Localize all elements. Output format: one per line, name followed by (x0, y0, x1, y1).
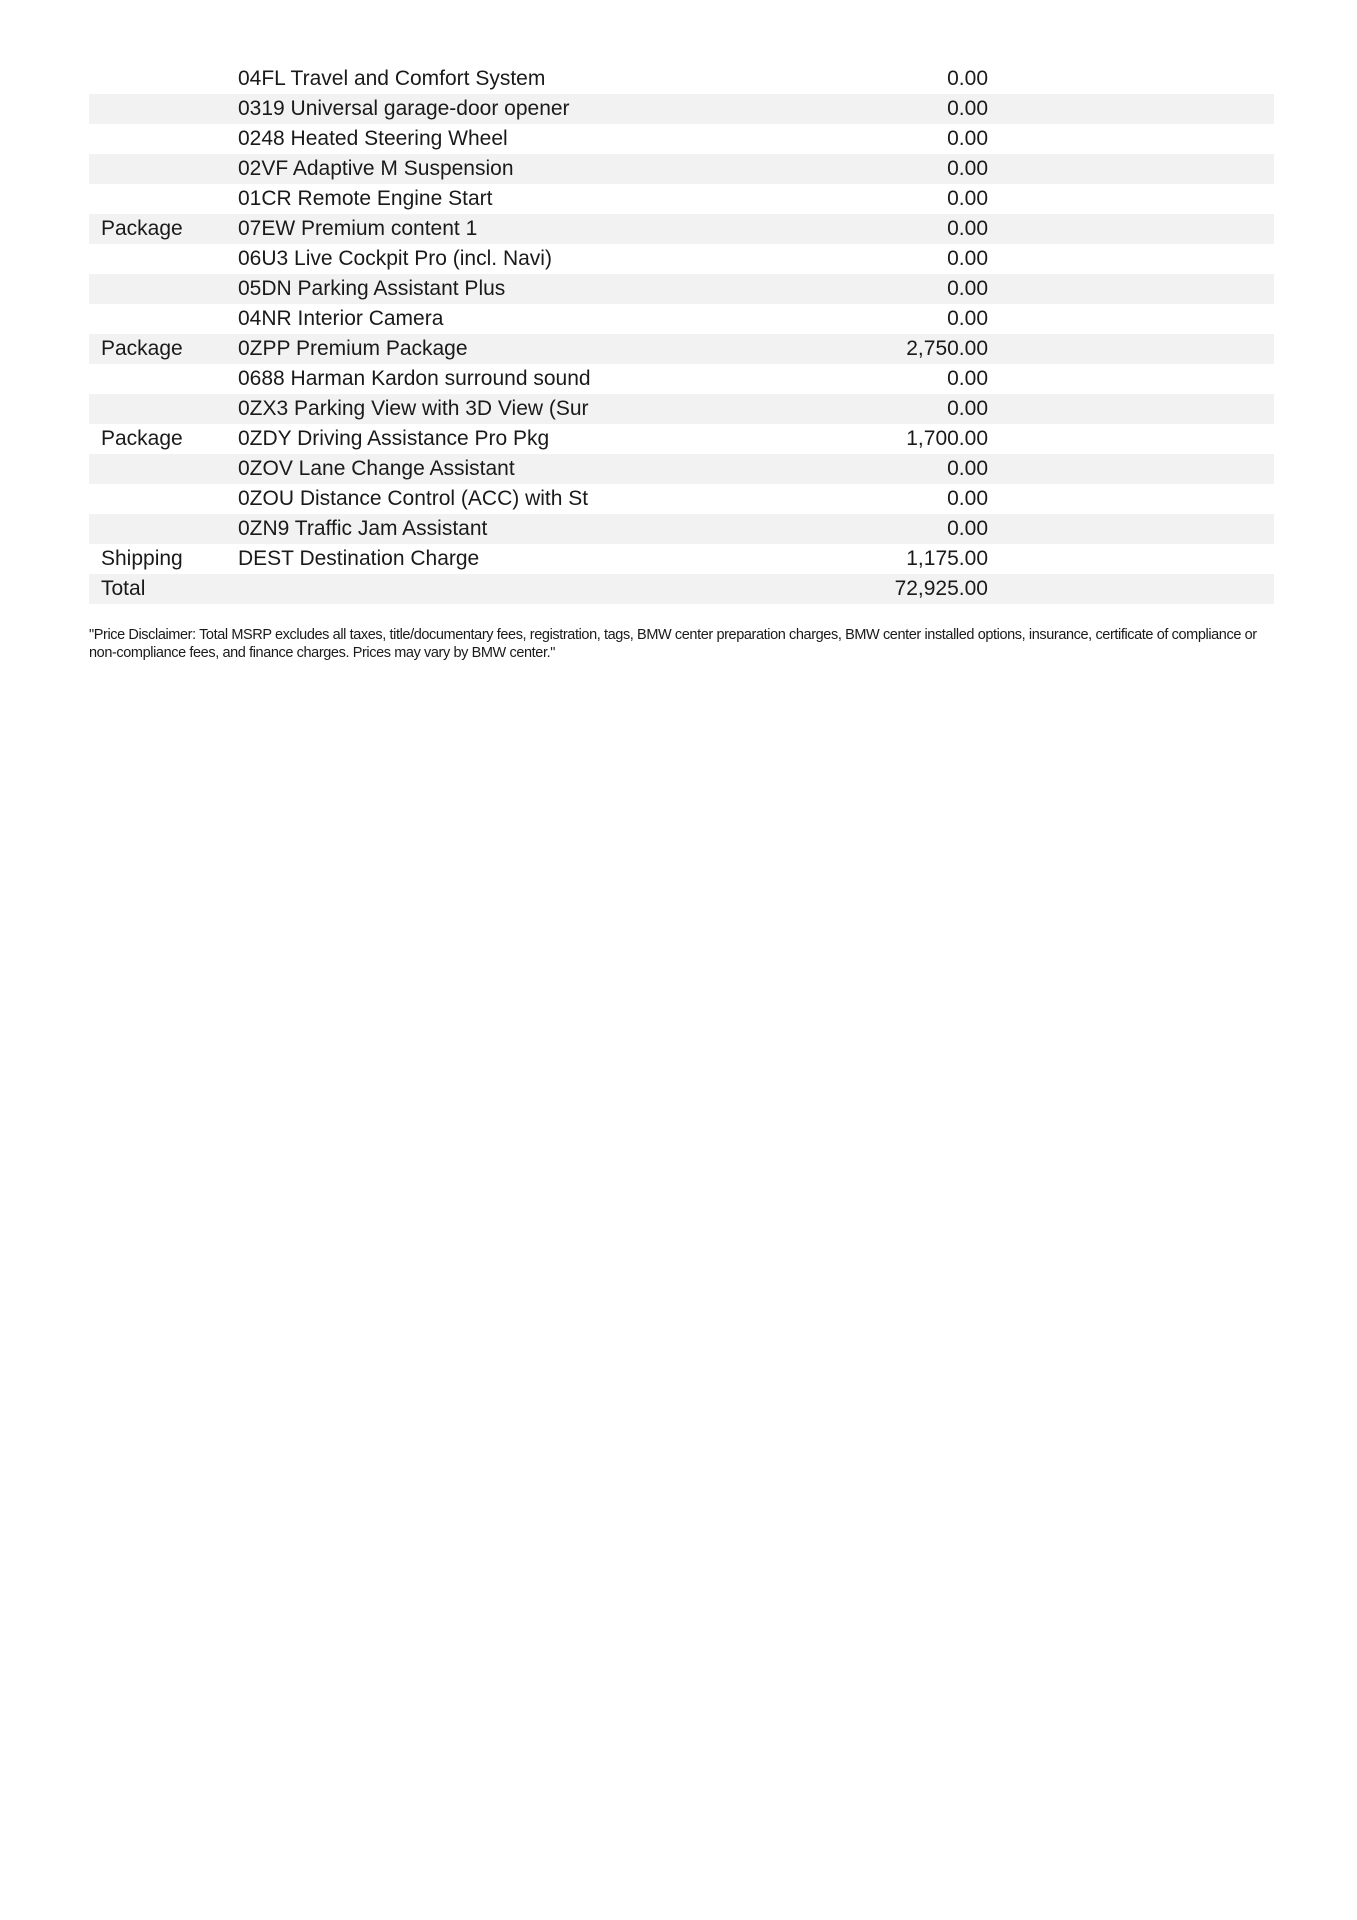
table-row (89, 274, 1274, 304)
row-category: Package (101, 427, 183, 450)
row-description: 0ZDY Driving Assistance Pro Pkg (238, 427, 550, 450)
table-row (89, 514, 1274, 544)
table-row (89, 64, 1274, 94)
table-row (89, 454, 1274, 484)
row-amount: 0.00 (947, 187, 988, 210)
row-description: 0319 Universal garage-door opener (238, 97, 570, 120)
row-description: 06U3 Live Cockpit Pro (incl. Navi) (238, 247, 552, 270)
row-description: 02VF Adaptive M Suspension (238, 157, 514, 180)
row-amount: 0.00 (947, 277, 988, 300)
row-description: 01CR Remote Engine Start (238, 187, 493, 210)
row-amount: 0.00 (947, 307, 988, 330)
row-amount: 0.00 (947, 127, 988, 150)
row-amount: 0.00 (947, 457, 988, 480)
row-amount: 0.00 (947, 517, 988, 540)
row-amount: 0.00 (947, 367, 988, 390)
row-category: Package (101, 337, 183, 360)
row-amount: 0.00 (947, 217, 988, 240)
table-row (89, 304, 1274, 334)
total-label: Total (101, 577, 146, 600)
table-row (89, 244, 1274, 274)
row-description: 05DN Parking Assistant Plus (238, 277, 506, 300)
table-row (89, 124, 1274, 154)
price-table (89, 64, 1274, 604)
row-description: 0248 Heated Steering Wheel (238, 127, 508, 150)
row-description: 07EW Premium content 1 (238, 217, 478, 240)
table-row (89, 394, 1274, 424)
row-description: 0688 Harman Kardon surround sound (238, 367, 591, 390)
row-amount: 0.00 (947, 97, 988, 120)
row-description: DEST Destination Charge (238, 547, 480, 570)
row-amount: 1,700.00 (906, 427, 988, 450)
table-row (89, 484, 1274, 514)
table-row (89, 334, 1274, 364)
table-row (89, 364, 1274, 394)
row-amount: 0.00 (947, 247, 988, 270)
total-amount: 72,925.00 (894, 577, 988, 600)
row-description: 04FL Travel and Comfort System (238, 67, 546, 90)
row-description: 0ZOU Distance Control (ACC) with St (238, 487, 589, 510)
table-row (89, 544, 1274, 574)
total-row (89, 574, 1274, 604)
row-description: 0ZN9 Traffic Jam Assistant (238, 517, 488, 540)
table-row (89, 154, 1274, 184)
row-amount: 1,175.00 (906, 547, 988, 570)
row-description: 0ZOV Lane Change Assistant (238, 457, 515, 480)
row-description: 0ZX3 Parking View with 3D View (Sur (238, 397, 589, 420)
table-row (89, 214, 1274, 244)
row-amount: 0.00 (947, 487, 988, 510)
row-description: 0ZPP Premium Package (238, 337, 468, 360)
row-amount: 0.00 (947, 67, 988, 90)
row-category: Package (101, 217, 183, 240)
row-description: 04NR Interior Camera (238, 307, 444, 330)
table-row (89, 424, 1274, 454)
table-row (89, 94, 1274, 124)
price-disclaimer: "Price Disclaimer: Total MSRP excludes all taxes, title/documentary fees, registration, tags, BMW center preparation charges, BMW center installed options, insurance, certificate of compliance or non-compliance fees, and finance charges. Prices may vary by BMW center." (89, 627, 1257, 661)
row-amount: 0.00 (947, 157, 988, 180)
table-row (89, 184, 1274, 214)
row-category: Shipping (101, 547, 183, 570)
row-amount: 0.00 (947, 397, 988, 420)
row-amount: 2,750.00 (906, 337, 988, 360)
